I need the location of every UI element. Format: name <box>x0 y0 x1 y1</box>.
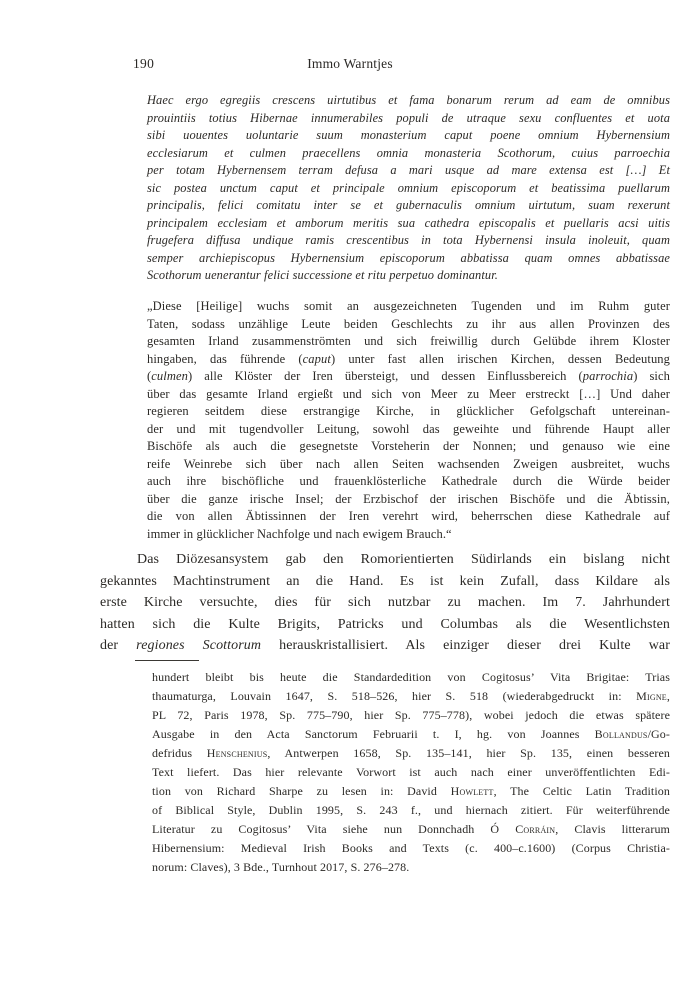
text-line: reife Weinrebe sich über nach allen Seiten wachsenden Zweigen ausbreitet, wuchs <box>147 456 670 471</box>
text-line: über die ganze irische Insel; der Erzbischof der irischen Bischöfe und die Äbtissin, <box>147 491 670 506</box>
text-line: der regiones Scottorum herauskristallisiert. Als einziger dieser drei Kulte war <box>100 638 670 653</box>
text-line: Scothorum uenerantur felici successione et ritu perpetuo dominantur. <box>147 268 498 282</box>
text-line: thaumaturga, Louvain 1647, S. 518–526, hier S. 518 (wiederabgedruckt in: Migne, <box>152 689 670 703</box>
text-line: Hibernensium: Medieval Irish Books and Texts (c. 400–c.1600) (Corpus Christia- <box>152 841 670 855</box>
page-number: 190 <box>133 56 155 71</box>
text-line: sic postea unctum caput et principale omnium episcoporum et beatissima puellarum <box>147 180 670 195</box>
footnote-text <box>152 668 670 877</box>
text-line: ecclesiarum et culmen praecellens omnia monasteria Scothorum, cuius parroechia <box>147 145 670 160</box>
text-line: „Diese [Heilige] wuchs somit an ausgezeichneten Tugenden und im Ruhm guter <box>147 299 670 313</box>
text-line: frugefera diffusa undique ramis crescentibus in tota Hybernensi insula inoleuit, quam <box>147 233 670 247</box>
text-line: principalem ecclesiam et amborum meritis sua cathedra episcopalis et puellaris acsi uitis <box>147 215 670 230</box>
text-line: Taten, sodass unzählige Leute beiden Geschlechts zu ihr aus allen Provinzen des <box>147 316 670 331</box>
german-translation-quote <box>147 298 670 543</box>
text-line: immer in glücklicher Nachfolge und nach ewigem Brauch.“ <box>147 526 452 541</box>
text-line: Literatur zu Cogitosus’ Vita siehe nun Donnchadh Ó Corráin, Clavis litterarum <box>152 822 670 836</box>
text-line: hingaben, das führende (caput) unter fast allen irischen Kirchen, dessen Bedeutung <box>147 351 671 366</box>
text-line: semper archiepiscopus Hybernensium episcoporum abbatissa quam omnes abbatissae <box>147 250 670 265</box>
text-line: Das Diözesansystem gab den Romorientierten Südirlands ein bislang nicht <box>137 552 670 567</box>
text-line: hundert bleibt bis heute die Standardedition von Cogitosus’ Vita Brigitae: Trias <box>152 670 670 684</box>
text-line: gesamten Irland zusammenströmten und sich freiwillig durch Gelübde ihrem Kloster <box>147 334 670 348</box>
text-line: Ausgabe in den Acta Sanctorum Februarii t. I, hg. von Joannes Bollandus/Go- <box>152 727 670 741</box>
text-line: der und mit tugendvoller Leitung, sowohl das geweihte und führende Haupt aller <box>147 421 670 436</box>
text-line: defridus Henschenius, Antwerpen 1658, Sp. 135–141, hier Sp. 135, einen besseren <box>152 746 670 760</box>
text-line: Haec ergo egregiis crescens uirtutibus et fama bonarum rerum ad eam de omnibus <box>147 93 670 107</box>
body-paragraph <box>100 549 670 657</box>
text-line: norum: Claves), 3 Bde., Turnhout 2017, S. 276–278. <box>152 860 410 874</box>
text-line: regieren seitdem diese erstrangige Kirche, in glücklicher Gefolgschaft untereinan- <box>147 404 670 418</box>
text-line: erste Kirche versuchte, dies für sich nutzbar zu machen. Im 7. Jahrhundert <box>100 595 670 610</box>
text-line: sibi uouentes uoluntarie suum monasterium caput poene omnium Hybernensium <box>147 128 670 142</box>
text-line: Bischöfe als auch die gesegnetste Vorsteherin der Nonnen; und genauso wie eine <box>147 439 670 453</box>
text-line: prouintiis totius Hibernae innumerabiles populi de utraque sexu confluentes et uota <box>147 110 670 125</box>
text-line: die von allen Äbtissinnen der Iren verehrt wird, beherrschen diese Kathedrale auf <box>147 509 670 523</box>
text-line: PL 72, Paris 1978, Sp. 775–790, hier Sp. 775–778), wobei jedoch die etwas spätere <box>152 708 670 722</box>
footnote-separator-rule <box>135 660 199 661</box>
text-line: principalis, felici comitatu inter se et gubernaculis omnium uirtutum, suam rexerunt <box>147 198 670 212</box>
text-line: über das gesamte Irland ergießt und sich von Meer zu Meer erstreckt […] Und daher <box>147 386 670 401</box>
text-line: (culmen) alle Klöster der Iren übersteigt, und dessen Einflussbereich (parrochia) sich <box>147 369 670 383</box>
text-line: Text liefert. Das hier relevante Vorwort ist auch nach einer unveröffentlichten Edi- <box>152 765 670 779</box>
text-line: hatten sich die Kulte Brigits, Patricks und Columbas als die Wesentlichsten <box>100 616 670 632</box>
text-line: auch ihre bischöfliche und frauenklösterliche Kathedrale durch die Würde beider <box>147 474 670 488</box>
running-header-title: Immo Warntjes <box>307 56 393 71</box>
latin-block-quote <box>147 92 670 285</box>
text-line: gekanntes Machtinstrument an die Hand. Es ist kein Zufall, dass Kildare als <box>100 573 670 589</box>
text-line: of Biblical Style, Dublin 1995, S. 243 f., und hiernach zitiert. Für weiterführende <box>152 803 670 817</box>
text-line: per totam Hybernensem terram defusa a mari usque ad mare extensa est […] Et <box>147 163 670 177</box>
text-line: tion von Richard Sharpe zu lesen in: David Howlett, The Celtic Latin Tradition <box>152 784 670 798</box>
